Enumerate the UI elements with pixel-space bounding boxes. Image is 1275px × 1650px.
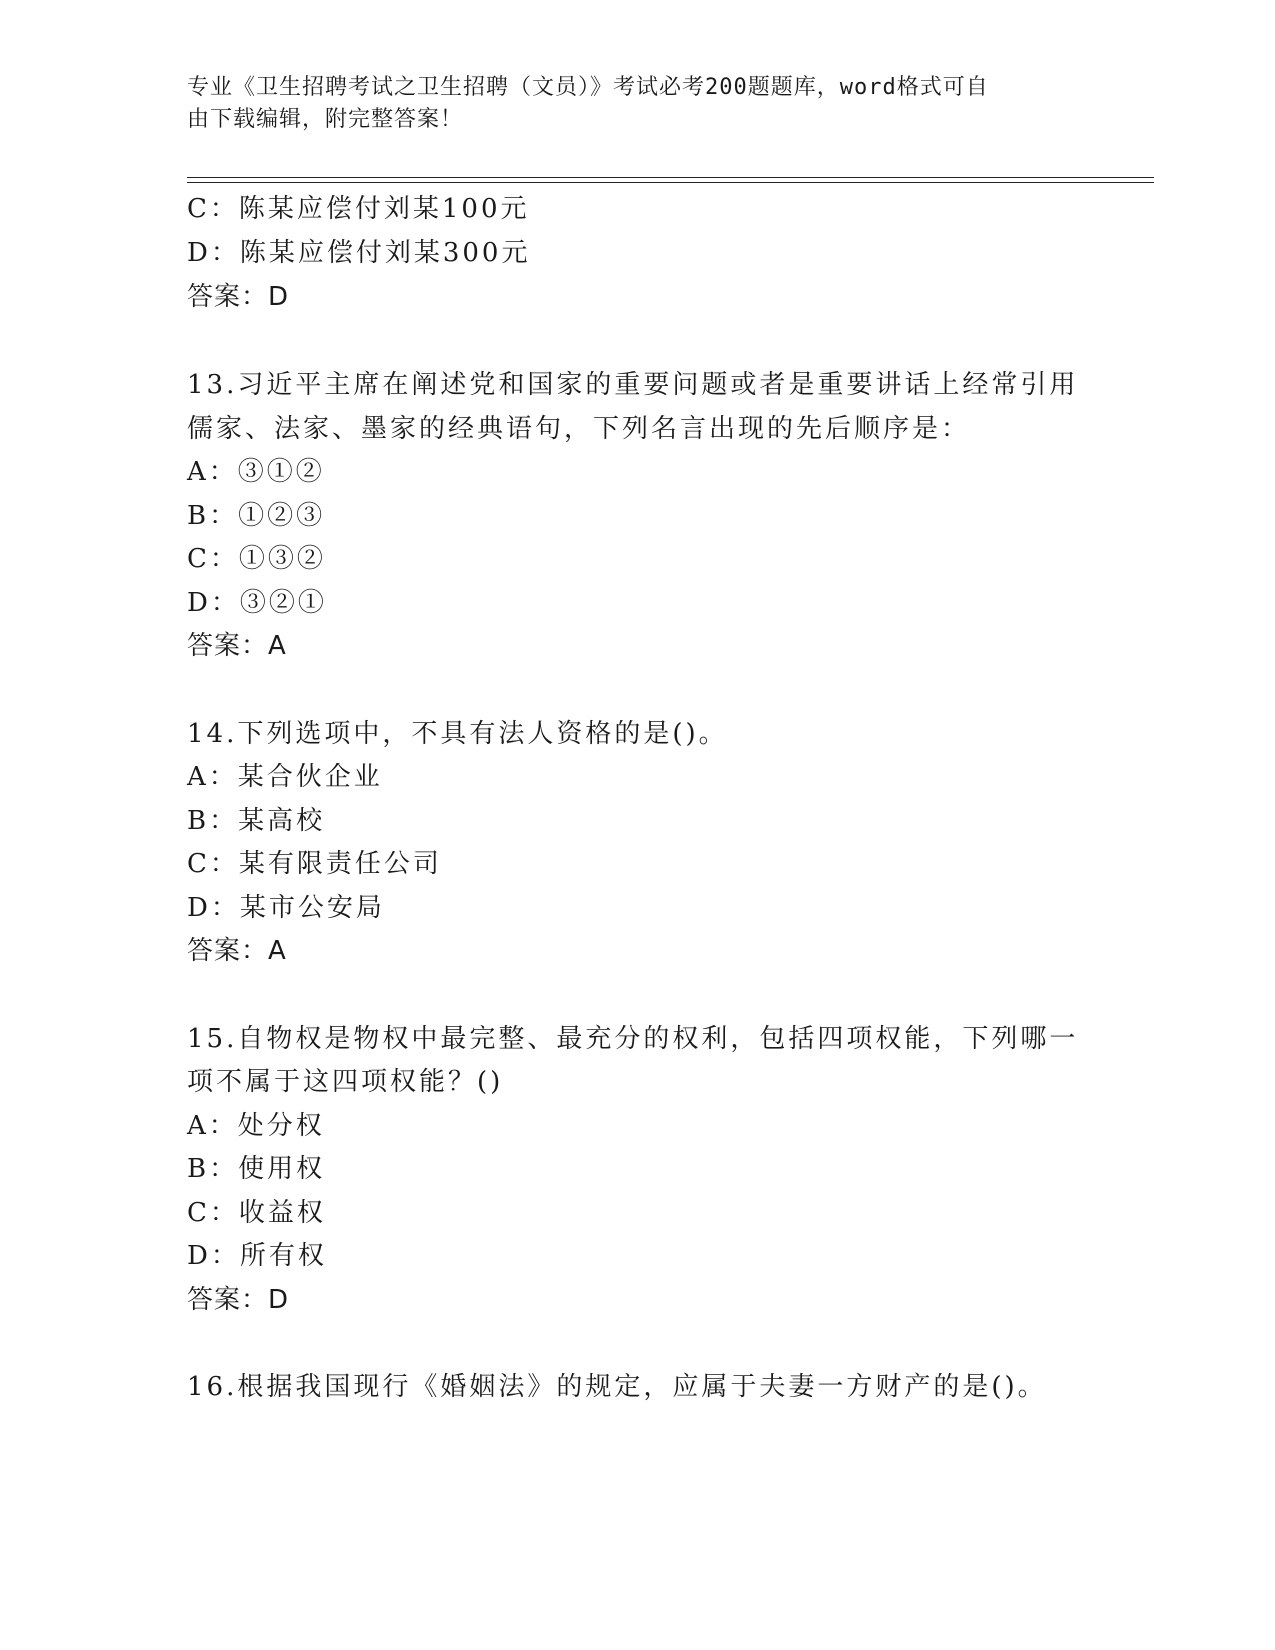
- question-15-option-c: C：收益权: [187, 1198, 326, 1228]
- question-16-text: 16.根据我国现行《婚姻法》的规定，应属于夫妻一方财产的是()。: [187, 1372, 1047, 1402]
- header-line-2: 由下载编辑，附完整答案！: [187, 107, 464, 132]
- question-15-text-line1: 15.自物权是物权中最完整、最充分的权利，包括四项权能，下列哪一: [187, 1024, 1079, 1054]
- answer: 答案：D: [187, 282, 290, 312]
- question-15-option-a: A：处分权: [187, 1111, 325, 1141]
- question-13-text-line2: 儒家、法家、墨家的经典语句，下列名言出现的先后顺序是：: [187, 414, 971, 444]
- header-divider-top: [187, 177, 1154, 178]
- option-d: D：陈某应偿付刘某300元: [187, 238, 531, 268]
- question-15-option-b: B：使用权: [187, 1154, 326, 1184]
- question-14-option-c: C：某有限责任公司: [187, 849, 442, 879]
- question-14-option-d: D：某市公安局: [187, 893, 385, 923]
- question-13-option-c: C：①③②: [187, 544, 326, 574]
- question-14-option-b: B：某高校: [187, 806, 326, 836]
- question-15-text-line2: 项不属于这四项权能？(): [187, 1067, 504, 1097]
- question-13-text-line1: 13.习近平主席在阐述党和国家的重要问题或者是重要讲话上经常引用: [187, 370, 1079, 400]
- question-14-answer: 答案：A: [187, 936, 287, 966]
- question-15-option-d: D：所有权: [187, 1241, 327, 1271]
- question-14-text: 14.下列选项中，不具有法人资格的是()。: [187, 719, 728, 749]
- question-13-option-a: A：③①②: [187, 457, 325, 487]
- question-14-option-a: A：某合伙企业: [187, 762, 383, 792]
- header-divider-bottom: [187, 182, 1154, 183]
- question-15-answer: 答案：D: [187, 1285, 290, 1315]
- document-header: [187, 72, 1067, 136]
- option-c: C：陈某应偿付刘某100元: [187, 194, 530, 224]
- question-13-option-b: B：①②③: [187, 501, 326, 531]
- question-13-answer: 答案：A: [187, 631, 287, 661]
- header-line-1: 专业《卫生招聘考试之卫生招聘（文员）》考试必考200题题库，word格式可自: [187, 75, 989, 100]
- question-13-option-d: D：③②①: [187, 588, 327, 618]
